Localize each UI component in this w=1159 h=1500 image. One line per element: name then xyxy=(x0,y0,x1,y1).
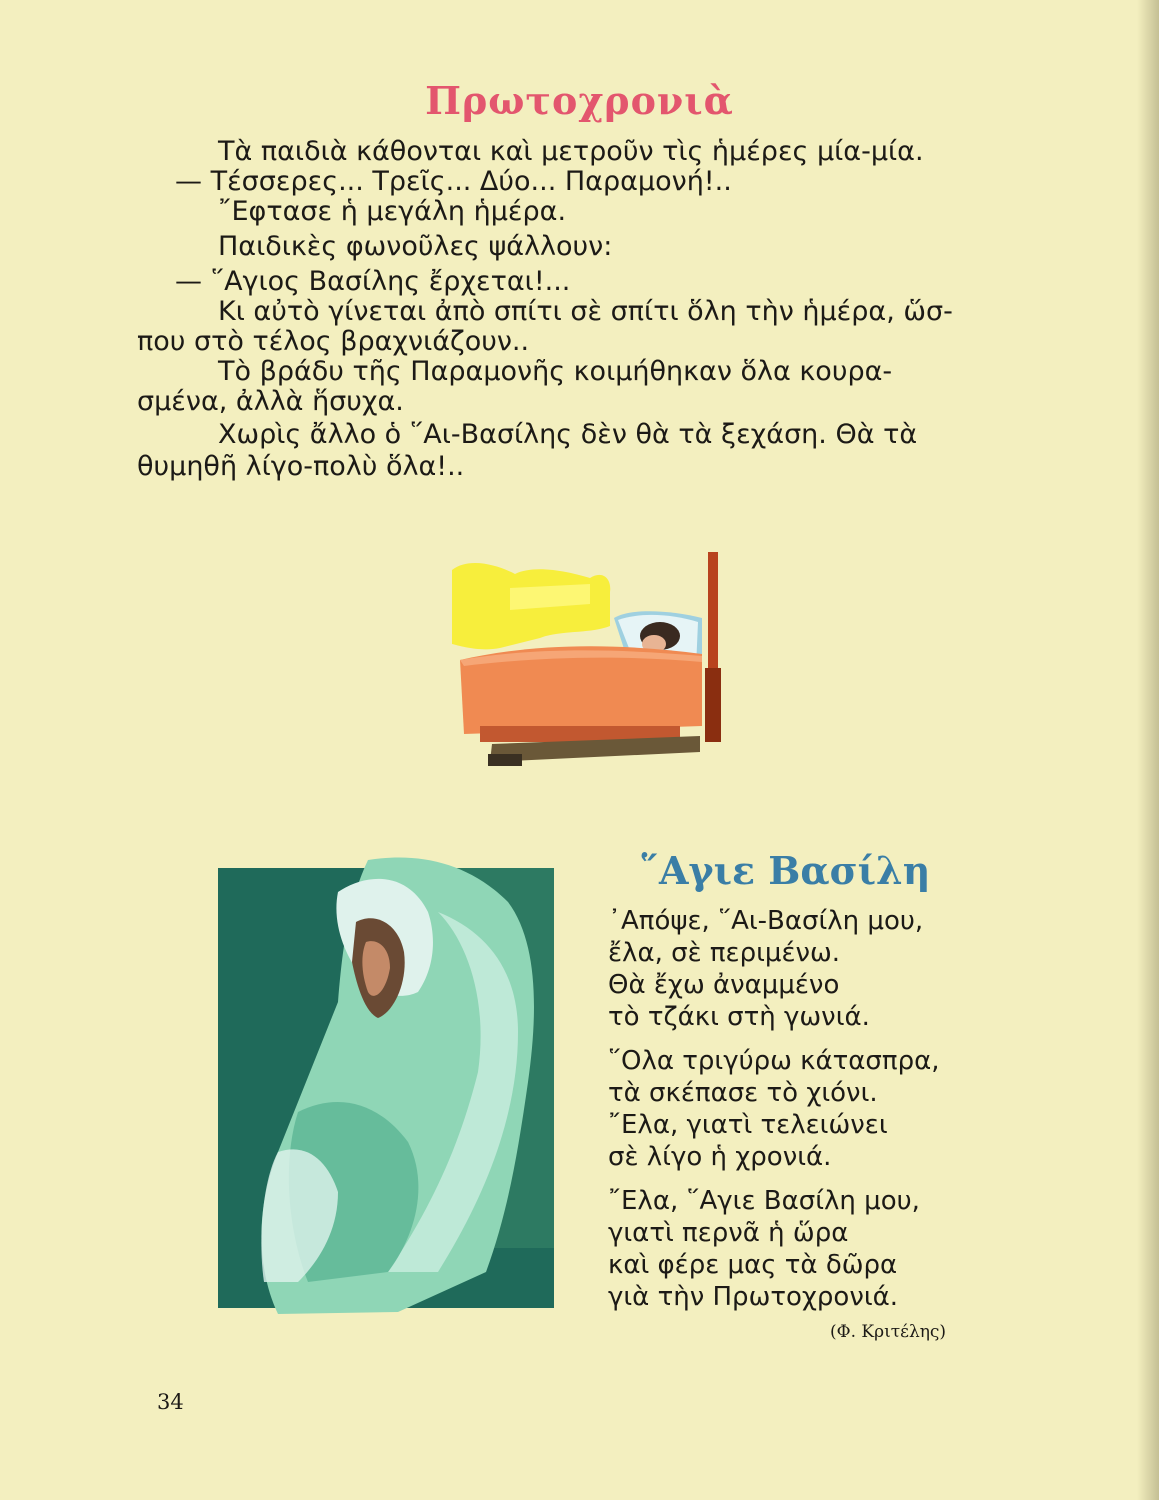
poem-line: τὸ τζάκι στὴ γωνιά. xyxy=(608,1002,870,1032)
prose-line: που στὸ τέλος βραχνιάζουν.. xyxy=(137,326,530,357)
poem-stanza xyxy=(608,905,923,1033)
poem-stanza xyxy=(608,1045,939,1173)
page-edge-shadow xyxy=(1137,0,1159,1500)
prose-line: σμένα, ἀλλὰ ἥσυχα. xyxy=(137,386,404,417)
page-title: Πρωτοχρονιὰ xyxy=(425,78,734,123)
poem-line: γιατὶ περνᾶ ἡ ὥρα xyxy=(608,1218,849,1248)
poem-line: ῎Ελα, γιατὶ τελειώνει xyxy=(608,1110,888,1140)
poem-author: (Φ. Κριτέλης) xyxy=(830,1322,947,1342)
poem-line: σὲ λίγο ἡ χρονιά. xyxy=(608,1142,832,1172)
prose-line: θυμηθῆ λίγο-πολὺ ὅλα!.. xyxy=(137,451,465,482)
poem-line: Θὰ ἔχω ἀναμμένο xyxy=(608,970,840,1000)
poem-line: ᾿Απόψε, ῞Αι-Βασίλη μου, xyxy=(608,906,924,936)
poem-line: καὶ φέρε μας τὰ δῶρα xyxy=(608,1250,898,1280)
poem-line: ῎Ελα, ῞Αγιε Βασίλη μου, xyxy=(608,1186,920,1216)
poem-line: γιὰ τὴν Πρωτοχρονιά. xyxy=(608,1282,899,1312)
prose-line: Χωρὶς ἄλλο ὁ ῞Αι-Βασίλης δὲν θὰ τὰ ξεχάση. Θὰ τὰ xyxy=(218,419,918,450)
poem-line: ἔλα, σὲ περιμένω. xyxy=(608,938,841,968)
prose-line: — ῞Αγιος Βασίλης ἔρχεται!... xyxy=(175,266,571,297)
poem-stanza xyxy=(608,1185,920,1313)
prose-line: ῎Εφτασε ἡ μεγάλη ἡμέρα. xyxy=(218,196,567,227)
prose-line: — Τέσσερες... Τρεῖς... Δύο... Παραμονή!.. xyxy=(175,166,732,197)
prose-line: Τὸ βράδυ τῆς Παραμονῆς κοιμήθηκαν ὅλα κουρα- xyxy=(218,356,893,387)
prose-line: Κι αὐτὸ γίνεται ἀπὸ σπίτι σὲ σπίτι ὅλη τὴν ἡμέρα, ὥσ- xyxy=(218,296,953,327)
prose-line: Παιδικὲς φωνοῦλες ψάλλουν: xyxy=(218,231,613,262)
prose-line: Τὰ παιδιὰ κάθονται καὶ μετροῦν τὶς ἡμέρες μία-μία. xyxy=(218,136,924,167)
poem-title: ῞Αγιε Βασίλη xyxy=(640,848,931,893)
poem-line: τὰ σκέπασε τὸ χιόνι. xyxy=(608,1078,878,1108)
saint-basil-cloaked-figure-illustration xyxy=(218,852,558,1322)
page-number: 34 xyxy=(157,1390,184,1414)
child-sleeping-in-bed-illustration xyxy=(440,548,730,770)
poem-line: ῞Ολα τριγύρω κάτασπρα, xyxy=(608,1046,940,1076)
